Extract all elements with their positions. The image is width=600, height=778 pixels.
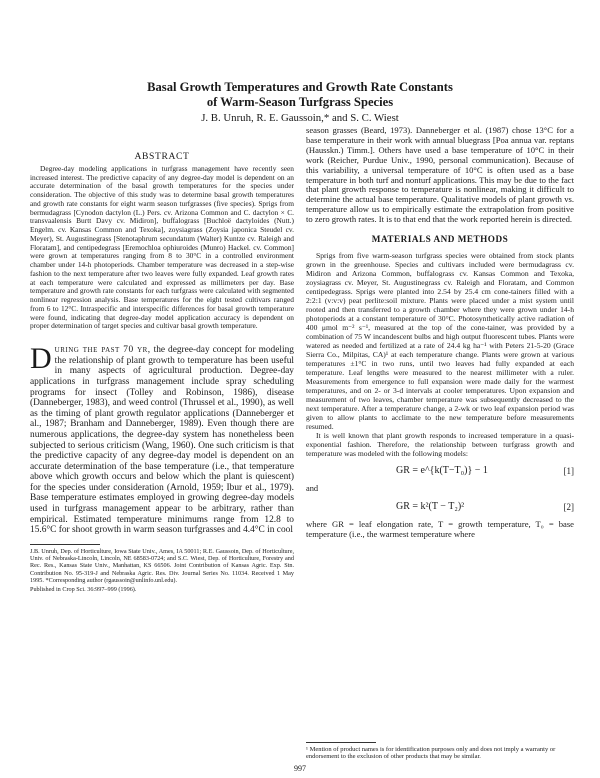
citation-text: Published in Crop Sci. 36:997–999 (1996). xyxy=(30,586,137,594)
intro-text: the degree-day concept for modeling the relationship of plant growth to temperature has been useful in many aspects of agricultural production. Degree-day applications in turfgrass management include spray scheduling programs for insect (Tolley and Robinson, 1986), disease (Danneberger, 1983), and weed control (Thrussel et al., 1990), as well as the timing of plant growth regulator applications (Danneberger et al., 1987; Branham and Danneberger, 1989). Even though there are numerous applications, the degree-day system has nonetheless been subjected to serious criticism (Wang, 1960). One such criticism is that the predictive capacity of any degree-day model is dependent on an accurate determination of the base temperature (i.e., that temperature above which growth occurs and below which the plant is quiescent) for the species under consideration (Arnold, 1959; Ibur et al., 1979). Base temperature estimates employed in growing degree-day models used in turfgrass management appear to be arbitrary, rather than empirical. Estimated temperature minimums range from 12.8 to 15.6°C for shoot growth in warm season turfgrasses and 4.4°C in cool xyxy=(30,345,294,536)
product-footnote xyxy=(306,742,574,761)
equation-and: and xyxy=(306,483,319,493)
equation-1-number: [1] xyxy=(563,465,574,476)
product-footnote-text: ¹ Mention of product names is for identification purposes only and does not imply a warranty or endorsement to the exclusion of other products that may be similar. xyxy=(306,746,556,761)
product-footnote-rule xyxy=(306,742,376,743)
methods-paragraph-2: It is well known that plant growth responds to increased temperature in a quasi-exponential fashion. Therefore, the relationship between turfgrass growth and temperature was modeled with the following models: xyxy=(306,430,574,458)
left-column xyxy=(30,152,294,596)
methods-heading: MATERIALS AND METHODS xyxy=(371,234,509,245)
intro-lead: uring the past 70 yr, xyxy=(54,345,151,356)
equation-definitions: where GR = leaf elongation rate, T = growth temperature, T₀ = base temperature (i.e., the warmest temperature where xyxy=(306,518,574,539)
methods-paragraph-1: Sprigs from five warm-season turfgrass species were obtained from stock plants grown in the greenhouse. Species and cultivars included were bermudagrass cv. Midiron and Arizona Common, buffalograss cv. Kansas Common and Texoka, zoysiagrass cv. Meyer, St. Augustinegrass cv. Raleigh and Floratam, and Common centipedegrass. Sprigs were planted into 2.54 by 25.4 cm cone-tainers filled with a 2:2:1 (v:v:v) peat perlite:soil mixture. Plants were placed under a mist system until rooted and then transferred to a growth chamber where they were grown under 14-h photoperiods at a constant temperature of 30°C. Photosynthetically active radiation of 400 μmol m⁻² s⁻¹, measured at the top of the cone-tainer, was provided by a combination of 75 W incandescent bulbs and high output fluorescent tubes. Plants were watered as needed and fertilized at a rate of 24.4 kg ha⁻¹ with Peters 21-5-20 (Grace Sierra Co., Milpitas, CA)¹ at each temperature change. Plants were grown at various temperatures ±1°C in two runs, until two leaves had fully expanded at each temperature. Leaf lengths were measured to the nearest millimeter with a ruler. Measurements from emergence to full expansion were made daily for the warmest temperatures, and on 2- or 3-d intervals at cooler temperatures. Upon expansion and measurement of two leaves, chamber temperature was subsequently decreased to the next temperature. After a temperature change, a 2-wk or two leaf expansion period was given to allow plants to acclimate to the new temperature before measurements resumed. xyxy=(306,250,574,431)
equation-2-formula: GR = k²(T − T₂)² xyxy=(396,500,465,512)
equation-2 xyxy=(306,501,574,513)
title-line-1: Basal Growth Temperatures and Growth Rate Constants xyxy=(147,80,453,94)
drop-cap: D xyxy=(30,342,52,376)
abstract-text: Degree-day modeling applications in turfgrass management have recently seen increased interest. The predictive capacity of any degree-day model is dependent on an accurate determination of the basal growth temperatures for the species under consideration. The objective of this study was to determine basal growth temperatures and growth rate constants for eight warm season turfgrasses (five species). Sprigs from bermudagrass [Cynodon dactylon (L.) Pers. cv. Arizona Common and C. dactylon × C. transvaalensis Burtt Davy cv. Midiron], buffalograss [Buchloë dactyloides (Nutt.) Engelm. cv. Kansas Common and Texoka], zoysiagrass (Zoysia japonica Steudel cv. Meyer), St. Augustinegrass [Stenotaphrum secundatum (Walter) Kuntze cv. Raleigh and Floratam], and centipedegrass [Eremochloa ophiuroides (Munro) Hackel. cv. Common] were grown at temperatures ranging from 8 to 30°C in a controlled environment chamber under 14-h photoperiods. Chamber temperature was decreased in a step-wise fashion to the next temperature after two leaves were fully expanded. Leaf growth rates at each temperature were calculated and expressed as millimeters per day. Base temperature and growth rate constants for each turfgrass were calculated with segmented nonlinear regression analysis. Base temperatures for the eight tested cultivars ranged from 6 to 12°C. Intraspecific and interspecific differences for basal growth temperature were found, indicating that degree-day model application accuracy is dependent on proper determination of target species and cultivar basal growth temperature. xyxy=(30,163,294,331)
equation-2-number: [2] xyxy=(563,501,574,512)
abstract-heading: ABSTRACT xyxy=(134,151,190,162)
equation-1-formula: GR = e^{k(T−T₀)} − 1 xyxy=(396,464,488,476)
footnote-rule xyxy=(30,544,100,545)
title-line-2: of Warm-Season Turfgrass Species xyxy=(206,95,394,109)
intro-continuation: season grasses (Beard, 1973). Danneberger et al. (1987) chose 13°C for a base temperature in their work with annual bluegrass [Poa annua var. reptans (Hausskn.) Timm.]. Others have used a base temperature of 10°C in their work (Reicher, Purdue Univ., 1990, personal communication). Because of this variability, a universal temperature of 10°C is often used as a base temperature in both turf and nonturf applications. This may be due to the fact that plant growth response to temperature is nonlinear, making it difficult to determine the actual base temperature. Qualitative models of plant growth vs. temperature allow us to empirically estimate the extrapolation from positive to zero growth rates. It is to that end that the work reported herein is directed. xyxy=(306,125,574,225)
equation-1 xyxy=(306,465,574,477)
page-number: 997 xyxy=(294,764,306,773)
article-title xyxy=(60,80,540,110)
author-list: J. B. Unruh, R. E. Gaussoin,* and S. C. Wiest xyxy=(201,112,399,124)
introduction-paragraph xyxy=(30,342,294,536)
right-column xyxy=(306,126,574,539)
affiliation-footnote xyxy=(30,548,294,594)
affiliation-text: J.B. Unruh, Dep. of Horticulture, Iowa State Univ., Ames, IA 50011; R.E. Gaussoin, Dep. of Horticulture, Univ. of Nebraska-Lincoln, Lincoln, NE 68583-0724; and S.C. Wiest, Dep. of Horticulture, Forestry and Rec. Res., Kansas State Univ., Manhattan, KS 66506. Joint Contribution of Kansas Agric. Exp. Stn. Contribution No. 95-319-J and Nebraska Agric. Res. Div. Journal Series No. 11034. Received 1 May 1995. *Corresponding author (rgaussoin@unlinfo.unl.edu). xyxy=(30,547,294,585)
